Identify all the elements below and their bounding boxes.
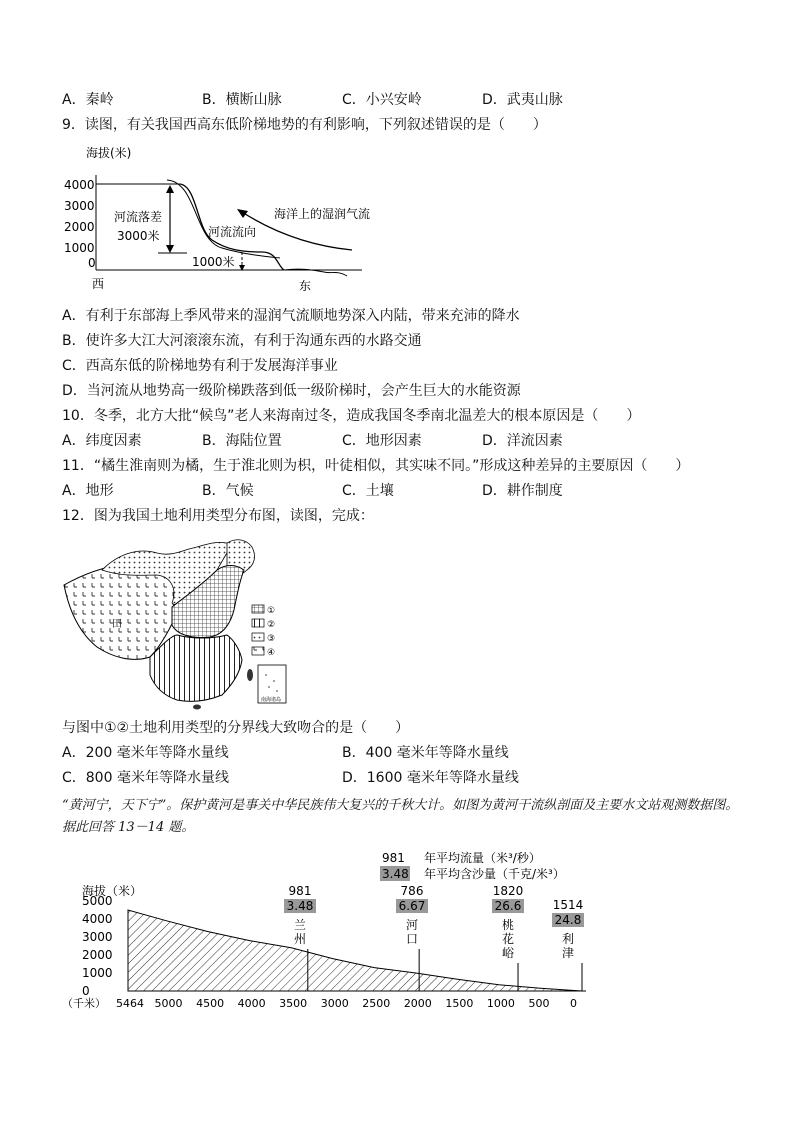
station-sediment: 3.48	[286, 899, 314, 913]
map-region-2	[150, 635, 242, 701]
map-legend-2: ②	[267, 620, 276, 630]
map-legend-1: ①	[267, 606, 276, 616]
yellow-river-profile	[60, 845, 600, 1025]
q9-stem: 9．读图，有关我国西高东低阶梯地势的有利影响，下列叙述错误的是（ ）	[62, 117, 547, 133]
q9-tick-0: 0	[88, 256, 96, 270]
profile-y-tick: 5000	[82, 894, 113, 908]
q9-y-title: 海拔(米)	[86, 146, 132, 160]
profile-x-tick: 2000	[403, 997, 432, 1010]
profile-y-title: 海拔（米）	[82, 884, 143, 898]
q10-option-d[interactable]: D．洋流因素	[482, 433, 563, 449]
station-name-char: 花	[501, 932, 515, 946]
station-flow: 1820	[492, 884, 524, 898]
q9-1000-label: 1000米	[192, 255, 235, 269]
q9-drop-label-2: 3000米	[117, 229, 160, 243]
q8-options	[62, 90, 742, 110]
q9-west-label: 西	[92, 277, 105, 291]
q10-option-b[interactable]: B．海陆位置	[202, 433, 282, 449]
q9-flow-label: 河流流向	[208, 225, 257, 239]
q9-option-b[interactable]: B．使许多大江大河滚滚东流，有利于沟通东西的水路交通	[62, 333, 422, 349]
q9-tick-2000: 2000	[64, 220, 95, 234]
q8-option-a[interactable]: A．秦岭	[62, 92, 114, 108]
q12-land-use-map	[62, 535, 302, 710]
q12-options-row1	[62, 743, 742, 763]
q12-sub: 与图中①②土地利用类型的分界线大致吻合的是（ ）	[62, 720, 410, 736]
station-sediment: 6.67	[398, 899, 426, 913]
q11-options	[62, 481, 742, 501]
q11-option-d[interactable]: D．耕作制度	[482, 483, 563, 499]
map-field-label: 田	[112, 619, 122, 630]
profile-x-tick: 5464	[116, 997, 144, 1010]
station-name-char: 津	[561, 946, 575, 960]
q12-option-c[interactable]: C．800 毫米年等降水量线	[62, 770, 229, 786]
station-4	[552, 898, 584, 991]
profile-x-tick: 4500	[196, 997, 225, 1010]
profile-x-tick: 1000	[486, 997, 515, 1010]
station-name-char: 兰	[293, 918, 307, 932]
q9-option-d[interactable]: D．当河流从地势高一级阶梯跌落到低一级阶梯时，会产生巨大的水能资源	[62, 383, 521, 399]
passage-text: “黄河宁，天下宁”。保护黄河是事关中华民族伟大复兴的千秋大计。如图为黄河干流纵剖面及主要水文站观测数据图。据此回答 13－14 题。	[62, 798, 739, 835]
q9-air-label: 海洋上的湿润气流	[274, 207, 371, 221]
q9-tick-1000: 1000	[64, 241, 95, 255]
station-3	[492, 884, 524, 991]
station-name-char: 利	[561, 932, 575, 946]
legend-sed-value: 3.48	[382, 867, 409, 881]
profile-y-tick: 4000	[82, 912, 113, 926]
q12-stem: 12．图为我国土地利用类型分布图，读图，完成：	[62, 508, 374, 524]
q9-east-label: 东	[299, 279, 312, 293]
q10-option-a[interactable]: A．纬度因素	[62, 433, 142, 449]
q9-drop-label-1: 河流落差	[114, 210, 163, 224]
station-flow: 981	[288, 884, 312, 898]
station-name-char: 州	[293, 932, 307, 946]
station-flow: 786	[400, 884, 424, 898]
q8-option-b[interactable]: B．横断山脉	[202, 92, 282, 108]
q8-option-d[interactable]: D．武夷山脉	[482, 92, 563, 108]
q9-tick-4000: 4000	[64, 178, 95, 192]
q12-option-d[interactable]: D．1600 毫米年等降水量线	[342, 770, 519, 786]
profile-x-tick: 0	[570, 997, 577, 1010]
profile-y-tick: 1000	[82, 966, 113, 980]
station-name-char: 桃	[501, 918, 515, 932]
q9-tick-3000: 3000	[64, 199, 95, 213]
q11-stem: 11．“橘生淮南则为橘，生于淮北则为枳，叶徒相似，其实味不同。”形成这种差异的主要原因（ ）	[62, 458, 690, 474]
profile-x-tick: 5000	[154, 997, 183, 1010]
q10-options	[62, 431, 742, 451]
profile-y-tick: 0	[82, 984, 90, 998]
profile-y-tick: 3000	[82, 930, 113, 944]
q9-option-c[interactable]: C．西高东低的阶梯地势有利于发展海洋事业	[62, 358, 338, 374]
q11-option-c[interactable]: C．土壤	[342, 483, 394, 499]
map-legend-3: ③	[267, 634, 276, 644]
q11-option-a[interactable]: A．地形	[62, 483, 114, 499]
map-legend-4: ④	[267, 648, 276, 658]
q12-option-a[interactable]: A．200 毫米年等降水量线	[62, 745, 229, 761]
q11-option-b[interactable]: B．气候	[202, 483, 254, 499]
profile-x-tick: 3000	[320, 997, 349, 1010]
q10-option-c[interactable]: C．地形因素	[342, 433, 422, 449]
profile-x-unit: （千米）	[62, 997, 106, 1010]
legend-flow-label: 年平均流量（米³/秒）	[424, 851, 541, 865]
station-name-char: 峪	[501, 946, 515, 960]
profile-x-tick: 4000	[237, 997, 266, 1010]
q8-option-c[interactable]: C．小兴安岭	[342, 92, 422, 108]
legend-flow-value: 981	[382, 851, 405, 865]
legend-sed-label: 年平均含沙量（千克/米³）	[424, 867, 565, 881]
station-name-char: 口	[405, 932, 419, 946]
profile-x-tick: 3500	[279, 997, 308, 1010]
station-sediment: 26.6	[494, 899, 522, 913]
q12-option-b[interactable]: B．400 毫米年等降水量线	[342, 745, 509, 761]
profile-x-tick: 500	[528, 997, 550, 1010]
profile-x-tick: 1500	[445, 997, 474, 1010]
q10-stem: 10．冬季，北方大批“候鸟”老人来海南过冬，造成我国冬季南北温差大的根本原因是（ ）	[62, 408, 641, 424]
profile-y-tick: 2000	[82, 948, 113, 962]
profile-x-tick: 2500	[362, 997, 391, 1010]
station-name-char: 河	[405, 918, 419, 932]
q9-terrain-figure	[62, 140, 382, 295]
q12-options-row2	[62, 768, 742, 788]
q9-option-a[interactable]: A．有利于东部海上季风带来的湿润气流顺地势深入内陆，带来充沛的降水	[62, 308, 520, 324]
station-flow: 1514	[552, 898, 584, 912]
station-sediment: 24.8	[554, 913, 582, 927]
map-inset-label: 南海诸岛	[261, 697, 282, 703]
